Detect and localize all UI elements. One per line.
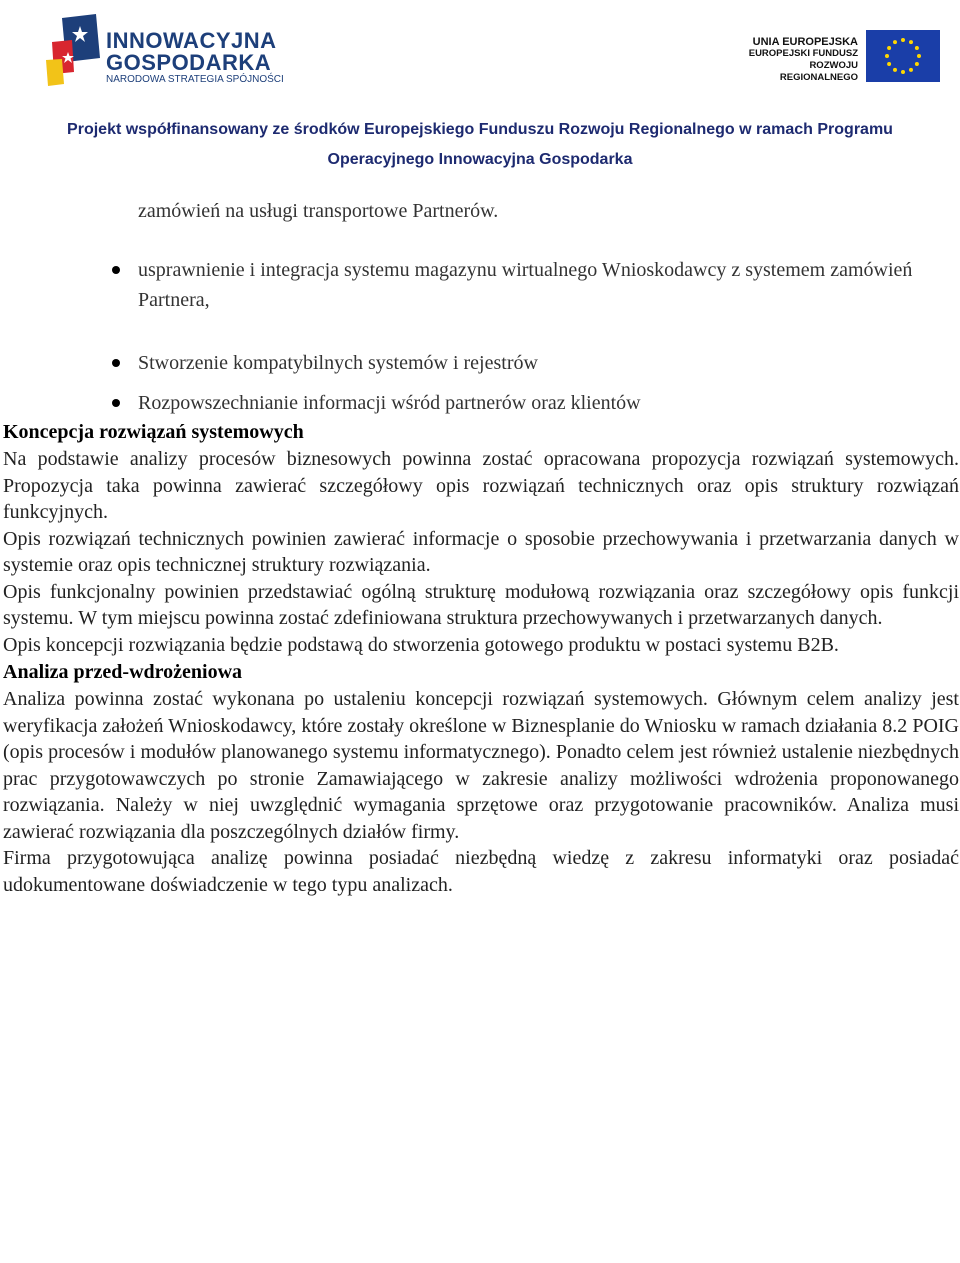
paragraph: Opis rozwiązań technicznych powinien zawierać informacje o sposobie przechowywania i przetwarzania danych w systemie oraz opis technicznej struktury rozwiązania. [3, 527, 959, 576]
paragraph: Analiza powinna zostać wykonana po ustaleniu koncepcji rozwiązań systemowych. Głównym celem analizy jest weryfikacja założeń Wnioskodawcy, które zostały określone w Biznesplanie do Wniosku w ramach działania 8.2 POIG (opis procesów i modułów planowanego systemu informatycznego). Ponadto celem jest również ustalenie niezbędnych prac przygotowawczych po stronie Zamawiającego w zakresie analizy możliwości wdrożenia proponowanego rozwiązania. Należy w niej uwzględnić wymagania sprzętowe oraz przygotowanie pracowników. Analiza musi zawierać rozwiązania dla poszczególnych działów firmy. [3, 688, 959, 843]
section-heading-koncepcja: Koncepcja rozwiązań systemowych [3, 421, 304, 443]
ig-logo-line1: INNOWACYJNA [106, 28, 277, 53]
eu-flag-icon [866, 30, 940, 82]
header-logos [0, 0, 960, 110]
list-item-text: Rozpowszechnianie informacji wśród partnerów oraz klientów [138, 392, 641, 414]
project-funding-line1: Projekt współfinansowany ze środków Europejskiego Funduszu Rozwoju Regionalnego w ramach Programu [67, 121, 893, 138]
ig-logo-title [106, 30, 277, 74]
bullet-icon [112, 359, 120, 367]
bullet-icon [112, 399, 120, 407]
paragraph: Na podstawie analizy procesów biznesowych powinna zostać opracowana propozycja rozwiązań systemowych. Propozycja taka powinna zawierać szczegółowy opis rozwiązań technicznych oraz opis struktury rozwiązań funkcyjnych. [3, 448, 959, 523]
list-item [3, 348, 959, 378]
ue-logo-line2: EUROPEJSKI FUNDUSZ [748, 48, 858, 59]
ue-logo-text [732, 36, 858, 84]
unia-europejska-logo [732, 30, 940, 82]
list-item [3, 388, 959, 418]
ue-logo-line1: UNIA EUROPEJSKA [752, 36, 858, 48]
bullet-list [3, 255, 959, 418]
paragraph: Opis funkcjonalny powinien przedstawiać ogólną strukturę modułową rozwiązania oraz szczegółowy opis funkcji systemu. W tym miejscu powinna zostać zdefiniowana struktura przechowywanych i przetwarzanych danych. [3, 580, 959, 629]
continuation-text: zamówień na usługi transportowe Partnerów. [138, 200, 499, 222]
project-funding-line2: Operacyjnego Innowacyjna Gospodarka [327, 151, 633, 168]
paragraph: Firma przygotowująca analizę powinna posiadać niezbędną wiedzę z zakresu informatyki oraz posiadać udokumentowane doświadczenie w tego typu analizach. [3, 847, 959, 896]
list-item-text: Stworzenie kompatybilnych systemów i rejestrów [138, 352, 538, 374]
ig-logo-line2: GOSPODARKA [106, 50, 272, 75]
bullet-icon [112, 266, 120, 274]
ue-logo-line3: ROZWOJU REGIONALNEGO [779, 60, 858, 83]
ig-emblem-icon [44, 12, 104, 90]
ig-logo-subtitle: NARODOWA STRATEGIA SPÓJNOŚCI [106, 74, 284, 85]
innowacyjna-gospodarka-logo [44, 12, 284, 92]
paragraph: Opis koncepcji rozwiązania będzie podstawą do stworzenia gotowego produktu w postaci systemu B2B. [3, 633, 839, 656]
list-item-text: usprawnienie i integracja systemu magazynu wirtualnego Wnioskodawcy z systemem zamówień Partnera, [138, 259, 913, 311]
list-item [3, 255, 938, 315]
section-heading-analiza: Analiza przed-wdrożeniowa [3, 661, 243, 683]
document-body [3, 197, 959, 898]
